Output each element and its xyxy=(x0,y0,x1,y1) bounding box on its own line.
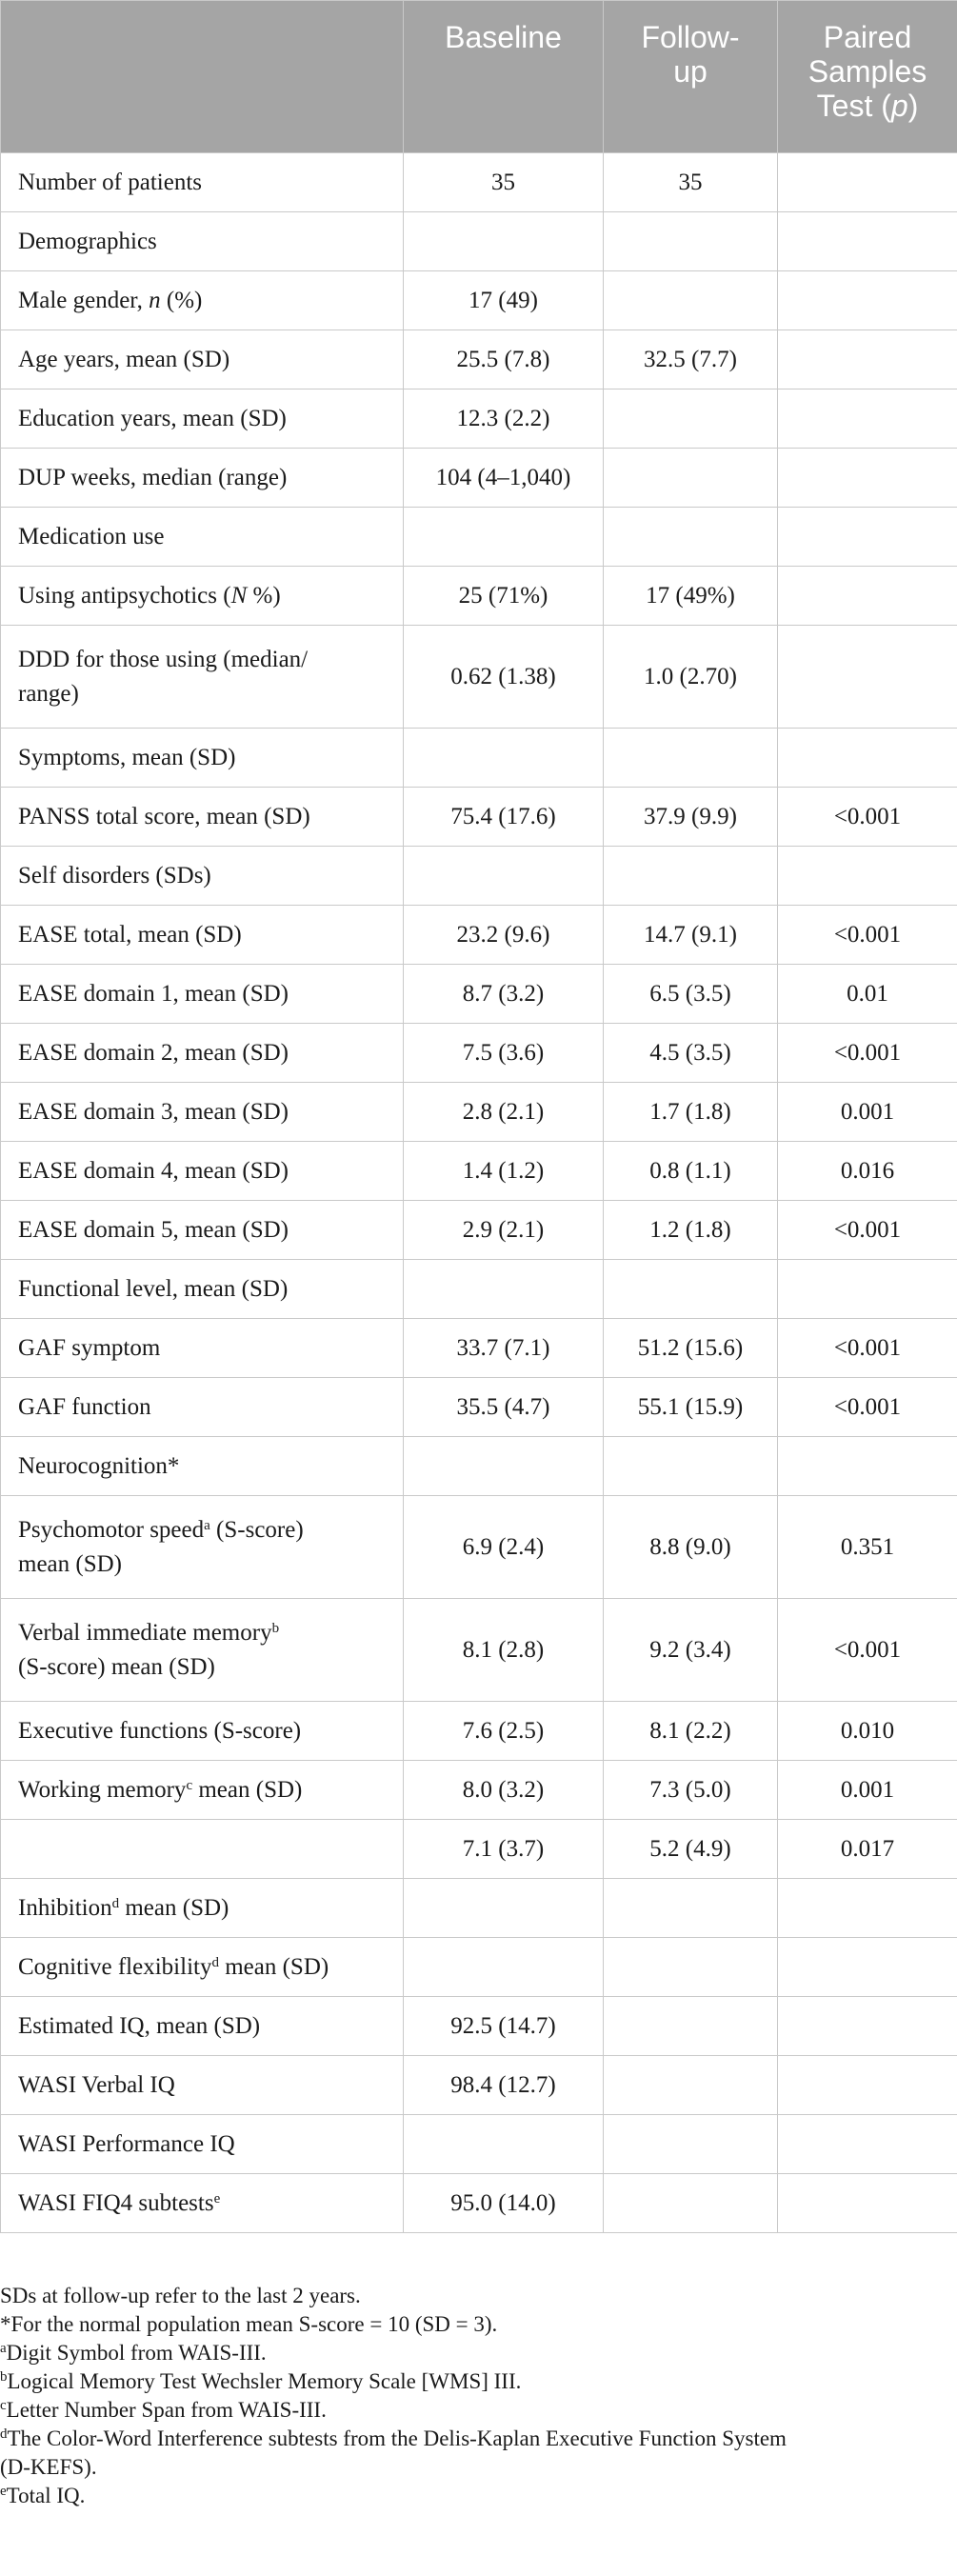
row-label-cell: EASE domain 5, mean (SD) xyxy=(1,1201,404,1260)
cell-followup: 4.5 (3.5) xyxy=(604,1024,778,1083)
cell-baseline: 95.0 (14.0) xyxy=(404,2174,604,2233)
cell-p-value xyxy=(778,2056,957,2115)
cell-p-value xyxy=(778,212,957,271)
table-row xyxy=(1,788,957,847)
table-footnotes xyxy=(0,2282,952,2510)
cell-p-value xyxy=(778,508,957,567)
cell-followup: 1.0 (2.70) xyxy=(604,626,778,729)
cell-followup xyxy=(604,847,778,906)
table-body xyxy=(1,153,957,2233)
cell-baseline xyxy=(404,1260,604,1319)
cell-followup xyxy=(604,449,778,508)
cell-followup: 1.2 (1.8) xyxy=(604,1201,778,1260)
cell-followup xyxy=(604,1437,778,1496)
table-row xyxy=(1,1260,957,1319)
cell-baseline: 33.7 (7.1) xyxy=(404,1319,604,1378)
cell-followup: 5.2 (4.9) xyxy=(604,1820,778,1879)
table-row xyxy=(1,626,957,729)
cell-p-value: 0.001 xyxy=(778,1083,957,1142)
cell-p-value xyxy=(778,389,957,449)
cell-followup xyxy=(604,271,778,330)
cell-baseline: 25 (71%) xyxy=(404,567,604,626)
cell-p-value xyxy=(778,1260,957,1319)
cell-baseline xyxy=(404,212,604,271)
row-label-cell: Age years, mean (SD) xyxy=(1,330,404,389)
table-row xyxy=(1,330,957,389)
footnote-a: $^a$Digit Symbol from WAIS-III. xyxy=(0,2341,267,2365)
header-baseline: Baseline xyxy=(404,1,604,153)
footnote-c: $^c$Letter Number Span from WAIS-III. xyxy=(0,2398,327,2422)
row-label-cell: EASE domain 1, mean (SD) xyxy=(1,965,404,1024)
cell-baseline: 0.62 (1.38) xyxy=(404,626,604,729)
cell-baseline: 25.5 (7.8) xyxy=(404,330,604,389)
cell-baseline: 7.1 (3.7) xyxy=(404,1820,604,1879)
row-label-cell: Neurocognition* xyxy=(1,1437,404,1496)
table-row xyxy=(1,1599,957,1702)
row-label-cell: Number of patients xyxy=(1,153,404,212)
cell-p-value xyxy=(778,847,957,906)
row-label-cell: Cognitive flexibility$^d$ mean (SD) xyxy=(1,1938,404,1997)
cell-baseline: 2.8 (2.1) xyxy=(404,1083,604,1142)
cell-followup: 1.7 (1.8) xyxy=(604,1083,778,1142)
row-label-cell: Using antipsychotics (N %) xyxy=(1,567,404,626)
footnote-sscore: *For the normal population mean S-score = 10 (SD = 3). xyxy=(0,2312,498,2336)
cell-followup: 0.8 (1.1) xyxy=(604,1142,778,1201)
cell-baseline xyxy=(404,2115,604,2174)
table-row xyxy=(1,212,957,271)
cell-baseline: 8.1 (2.8) xyxy=(404,1599,604,1702)
cell-followup: 14.7 (9.1) xyxy=(604,906,778,965)
cell-p-value: 0.001 xyxy=(778,1761,957,1820)
header-paired-test: Paired Samples Test (p) xyxy=(778,1,957,153)
cell-followup xyxy=(604,729,778,788)
table-row xyxy=(1,1496,957,1599)
cell-p-value: <0.001 xyxy=(778,788,957,847)
row-label-cell: GAF symptom xyxy=(1,1319,404,1378)
cell-baseline xyxy=(404,847,604,906)
cell-p-value xyxy=(778,330,957,389)
cell-followup xyxy=(604,2115,778,2174)
row-label-cell: PANSS total score, mean (SD) xyxy=(1,788,404,847)
row-label-cell: DDD for those using (median/ range) xyxy=(1,626,404,729)
cell-p-value xyxy=(778,1997,957,2056)
table-row xyxy=(1,729,957,788)
cell-baseline xyxy=(404,1879,604,1938)
table-row xyxy=(1,1879,957,1938)
cell-followup: 8.1 (2.2) xyxy=(604,1702,778,1761)
table-row xyxy=(1,847,957,906)
table-row xyxy=(1,1761,957,1820)
cell-baseline: 17 (49) xyxy=(404,271,604,330)
row-label-cell: Inhibition$^d$ mean (SD) xyxy=(1,1879,404,1938)
cell-p-value xyxy=(778,626,957,729)
row-label-cell: Education years, mean (SD) xyxy=(1,389,404,449)
table-row xyxy=(1,1702,957,1761)
cell-followup: 32.5 (7.7) xyxy=(604,330,778,389)
row-label-cell xyxy=(1,1820,404,1879)
cell-baseline: 12.3 (2.2) xyxy=(404,389,604,449)
table-row xyxy=(1,567,957,626)
row-label-cell: Functional level, mean (SD) xyxy=(1,1260,404,1319)
row-label-cell: Executive functions (S-score) xyxy=(1,1702,404,1761)
cell-baseline: 75.4 (17.6) xyxy=(404,788,604,847)
cell-followup xyxy=(604,1997,778,2056)
header-empty-cell xyxy=(1,1,404,153)
cell-followup xyxy=(604,508,778,567)
cell-p-value: <0.001 xyxy=(778,1599,957,1702)
table-row xyxy=(1,965,957,1024)
footnote-b: $^b$Logical Memory Test Wechsler Memory Scale [WMS] III. xyxy=(0,2369,522,2393)
table-row xyxy=(1,1201,957,1260)
row-label-cell: WASI FIQ4 subtests$^e$ xyxy=(1,2174,404,2233)
cell-followup xyxy=(604,389,778,449)
table-row xyxy=(1,1319,957,1378)
table-row xyxy=(1,1820,957,1879)
row-label-cell: EASE total, mean (SD) xyxy=(1,906,404,965)
cell-followup xyxy=(604,2056,778,2115)
table-row xyxy=(1,153,957,212)
table-row xyxy=(1,2115,957,2174)
cell-p-value: 0.351 xyxy=(778,1496,957,1599)
cell-followup: 51.2 (15.6) xyxy=(604,1319,778,1378)
footnote-followup: SDs at follow-up refer to the last 2 years. xyxy=(0,2284,361,2307)
cell-p-value xyxy=(778,153,957,212)
table-header xyxy=(1,1,957,153)
row-label-cell: EASE domain 3, mean (SD) xyxy=(1,1083,404,1142)
cell-baseline: 104 (4–1,040) xyxy=(404,449,604,508)
table-row xyxy=(1,449,957,508)
cell-followup: 9.2 (3.4) xyxy=(604,1599,778,1702)
table-row xyxy=(1,906,957,965)
cell-baseline: 8.7 (3.2) xyxy=(404,965,604,1024)
row-label-cell: Verbal immediate memory$^b$ (S-score) mean (SD) xyxy=(1,1599,404,1702)
table-row xyxy=(1,2056,957,2115)
row-label-cell: GAF function xyxy=(1,1378,404,1437)
cell-baseline: 23.2 (9.6) xyxy=(404,906,604,965)
cell-baseline xyxy=(404,1437,604,1496)
table-row xyxy=(1,271,957,330)
table-row xyxy=(1,1437,957,1496)
table-row xyxy=(1,1378,957,1437)
footnote-d: $^d$The Color-Word Interference subtests from the Delis-Kaplan Executive Function System (D-KEFS). xyxy=(0,2426,787,2479)
row-label-cell: Medication use xyxy=(1,508,404,567)
row-label-cell: WASI Verbal IQ xyxy=(1,2056,404,2115)
cell-followup: 35 xyxy=(604,153,778,212)
cell-p-value xyxy=(778,567,957,626)
cell-p-value: 0.010 xyxy=(778,1702,957,1761)
cell-p-value xyxy=(778,1879,957,1938)
row-label-cell: Self disorders (SDs) xyxy=(1,847,404,906)
cell-baseline xyxy=(404,1938,604,1997)
cell-p-value: 0.01 xyxy=(778,965,957,1024)
cell-p-value xyxy=(778,1938,957,1997)
cell-p-value xyxy=(778,2174,957,2233)
cell-followup: 17 (49%) xyxy=(604,567,778,626)
cell-p-value: <0.001 xyxy=(778,1378,957,1437)
row-label-cell: DUP weeks, median (range) xyxy=(1,449,404,508)
cell-baseline: 1.4 (1.2) xyxy=(404,1142,604,1201)
row-label-cell: Estimated IQ, mean (SD) xyxy=(1,1997,404,2056)
cell-p-value: <0.001 xyxy=(778,906,957,965)
cell-followup xyxy=(604,2174,778,2233)
table-row xyxy=(1,1938,957,1997)
row-label-cell: WASI Performance IQ xyxy=(1,2115,404,2174)
cell-baseline: 92.5 (14.7) xyxy=(404,1997,604,2056)
cell-baseline: 2.9 (2.1) xyxy=(404,1201,604,1260)
cell-p-value: <0.001 xyxy=(778,1319,957,1378)
cell-baseline xyxy=(404,729,604,788)
cell-baseline: 35 xyxy=(404,153,604,212)
cell-p-value xyxy=(778,271,957,330)
cell-p-value: 0.017 xyxy=(778,1820,957,1879)
cell-baseline: 7.5 (3.6) xyxy=(404,1024,604,1083)
cell-p-value xyxy=(778,729,957,788)
cell-followup: 55.1 (15.9) xyxy=(604,1378,778,1437)
cell-baseline: 35.5 (4.7) xyxy=(404,1378,604,1437)
cell-followup: 6.5 (3.5) xyxy=(604,965,778,1024)
cell-followup: 8.8 (9.0) xyxy=(604,1496,778,1599)
cell-p-value: <0.001 xyxy=(778,1201,957,1260)
cell-followup: 7.3 (5.0) xyxy=(604,1761,778,1820)
table-row xyxy=(1,1142,957,1201)
row-label-cell: Symptoms, mean (SD) xyxy=(1,729,404,788)
cell-followup xyxy=(604,1938,778,1997)
table-row xyxy=(1,1024,957,1083)
row-label-cell: EASE domain 4, mean (SD) xyxy=(1,1142,404,1201)
cell-followup xyxy=(604,212,778,271)
cell-p-value xyxy=(778,449,957,508)
cell-p-value: 0.016 xyxy=(778,1142,957,1201)
table-row xyxy=(1,1083,957,1142)
row-label-cell: Working memory$^c$ mean (SD) xyxy=(1,1761,404,1820)
cell-baseline: 8.0 (3.2) xyxy=(404,1761,604,1820)
row-label-cell: Psychomotor speed$^a$ (S-score) mean (SD) xyxy=(1,1496,404,1599)
cell-p-value xyxy=(778,1437,957,1496)
cell-followup xyxy=(604,1260,778,1319)
cell-baseline xyxy=(404,508,604,567)
cell-baseline: 7.6 (2.5) xyxy=(404,1702,604,1761)
table-row xyxy=(1,389,957,449)
header-row xyxy=(1,1,957,153)
cell-followup: 37.9 (9.9) xyxy=(604,788,778,847)
table-row xyxy=(1,508,957,567)
cell-baseline: 98.4 (12.7) xyxy=(404,2056,604,2115)
header-followup: Follow- up xyxy=(604,1,778,153)
row-label-cell: Male gender, n (%) xyxy=(1,271,404,330)
footnote-e: $^e$Total IQ. xyxy=(0,2484,86,2507)
row-label-cell: EASE domain 2, mean (SD) xyxy=(1,1024,404,1083)
table-row xyxy=(1,2174,957,2233)
cell-followup xyxy=(604,1879,778,1938)
cell-baseline: 6.9 (2.4) xyxy=(404,1496,604,1599)
row-label-cell: Demographics xyxy=(1,212,404,271)
cell-p-value: <0.001 xyxy=(778,1024,957,1083)
cell-p-value xyxy=(778,2115,957,2174)
table-row xyxy=(1,1997,957,2056)
